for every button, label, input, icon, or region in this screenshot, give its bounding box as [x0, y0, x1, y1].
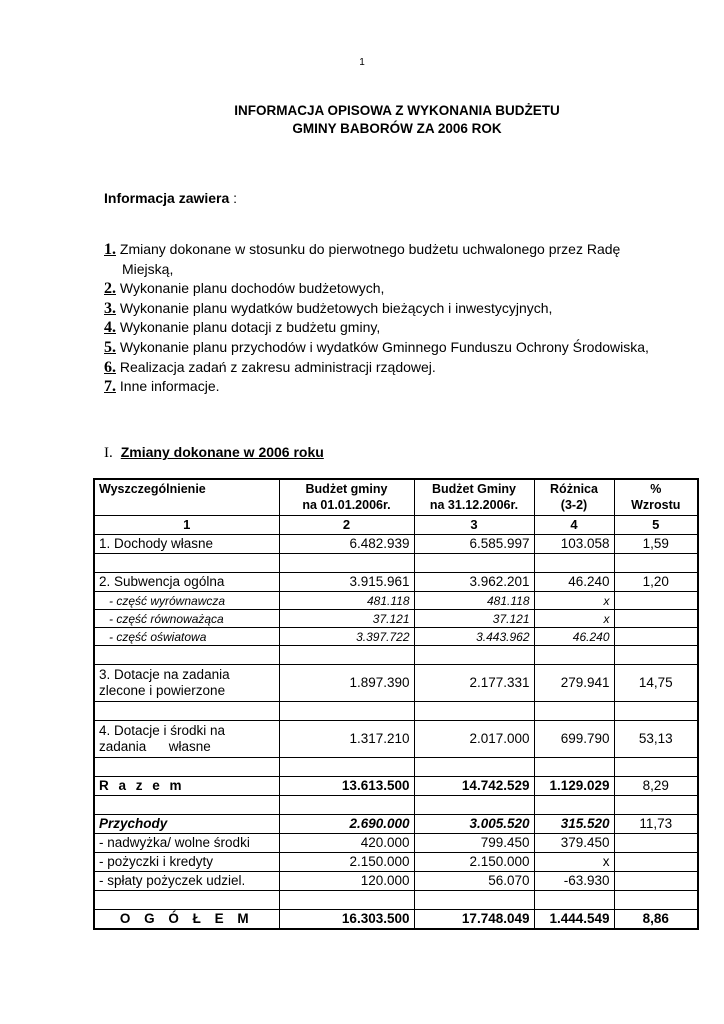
cell-value — [614, 853, 698, 872]
list-item-text: Inne informacje. — [116, 378, 220, 395]
list-item-number: 3. — [104, 299, 116, 317]
cell-value — [614, 592, 698, 610]
list-item — [104, 279, 704, 299]
column-number-row — [94, 516, 698, 535]
list-item — [104, 338, 704, 358]
table-row-dotacje-wlasne — [94, 721, 698, 758]
cell-value: 56.070 — [414, 872, 534, 891]
cell-value: x — [534, 853, 614, 872]
cell-value — [614, 834, 698, 853]
header-budget-final — [414, 479, 534, 516]
column-number: 3 — [414, 516, 534, 535]
cell-label: 2. Subwencja ogólna — [94, 573, 279, 592]
cell-label — [94, 665, 279, 702]
header-growth-l1: % — [650, 482, 662, 496]
cell-value: 46.240 — [534, 628, 614, 646]
list-item — [104, 299, 704, 319]
intro-heading — [104, 190, 237, 206]
section-number: I. — [104, 445, 113, 461]
header-growth-l2: Wzrostu — [631, 498, 681, 512]
cell-value: 17.748.049 — [414, 910, 534, 930]
cell-value: 53,13 — [614, 721, 698, 758]
cell-value: 2.150.000 — [279, 853, 414, 872]
cell-label: - nadwyżka/ wolne środki — [94, 834, 279, 853]
cell-value: 1.317.210 — [279, 721, 414, 758]
list-item-number: 6. — [104, 358, 116, 376]
list-item-number: 5. — [104, 338, 116, 356]
table-row-dotacje-zlecone — [94, 665, 698, 702]
table-row-blank — [94, 554, 698, 573]
list-item-text: Wykonanie planu przychodów i wydatków Gminnego Funduszu Ochrony Środowiska, — [116, 338, 649, 355]
list-item — [104, 358, 704, 378]
list-item-continuation: Miejską, — [122, 260, 174, 277]
contents-list — [104, 240, 704, 397]
column-number: 5 — [614, 516, 698, 535]
list-item — [104, 240, 704, 260]
intro-suffix: : — [229, 190, 238, 206]
table-row-ogolem — [94, 910, 698, 930]
cell-value: 6.482.939 — [279, 535, 414, 554]
cell-value: 699.790 — [534, 721, 614, 758]
budget-changes-table — [93, 478, 699, 930]
table-row-razem — [94, 777, 698, 796]
list-item — [104, 377, 704, 397]
table-row-blank — [94, 702, 698, 721]
cell-value: 1.129.029 — [534, 777, 614, 796]
cell-value: 279.941 — [534, 665, 614, 702]
cell-label: - część równoważąca — [94, 610, 279, 628]
table-row-subwencja — [94, 573, 698, 592]
table-row-przychody — [94, 815, 698, 834]
cell-value: 3.397.722 — [279, 628, 414, 646]
list-item — [104, 318, 704, 338]
header-difference-l1: Różnica — [550, 482, 598, 496]
header-growth — [614, 479, 698, 516]
cell-value: 2.690.000 — [279, 815, 414, 834]
cell-label: - spłaty pożyczek udziel. — [94, 872, 279, 891]
cell-value: 2.177.331 — [414, 665, 534, 702]
intro-label: Informacja zawiera — [104, 190, 230, 206]
cell-label-l2: zlecone i powierzone — [99, 683, 226, 698]
cell-label: - część oświatowa — [94, 628, 279, 646]
section-heading — [104, 444, 324, 462]
list-item-number: 2. — [104, 280, 116, 298]
table-row-pozyczki — [94, 853, 698, 872]
table-row-oswiatowa — [94, 628, 698, 646]
cell-value: 481.118 — [414, 592, 534, 610]
cell-value: 8,86 — [614, 910, 698, 930]
column-number: 4 — [534, 516, 614, 535]
table-row-blank — [94, 891, 698, 910]
header-description: Wyszczególnienie — [94, 479, 279, 516]
cell-label — [94, 721, 279, 758]
cell-value: 3.005.520 — [414, 815, 534, 834]
cell-value: 379.450 — [534, 834, 614, 853]
cell-value: 420.000 — [279, 834, 414, 853]
column-number: 1 — [94, 516, 279, 535]
table-row-splaty — [94, 872, 698, 891]
header-budget-final-l2: na 31.12.2006r. — [429, 498, 519, 512]
header-difference-l2: (3-2) — [560, 498, 588, 512]
table-header-row — [94, 479, 698, 516]
list-item-number: 1. — [104, 241, 116, 258]
cell-value: 3.962.201 — [414, 573, 534, 592]
list-item-text: Zmiany dokonane w stosunku do pierwotnego budżetu uchwalonego przez Radę — [116, 241, 621, 257]
cell-value: 3.443.962 — [414, 628, 534, 646]
cell-value: 1,59 — [614, 535, 698, 554]
cell-label: - część wyrównawcza — [94, 592, 279, 610]
cell-value: 2.017.000 — [414, 721, 534, 758]
cell-value: 1,20 — [614, 573, 698, 592]
cell-value: 2.150.000 — [414, 853, 534, 872]
cell-label-l2: zadania własne — [99, 739, 211, 754]
cell-value: 103.058 — [534, 535, 614, 554]
table-row-blank — [94, 646, 698, 665]
list-item-text: Realizacja zadań z zakresu administracji rządowej. — [116, 358, 436, 375]
page-number: 1 — [359, 57, 365, 68]
list-item-text: Wykonanie planu dochodów budżetowych, — [116, 280, 385, 297]
cell-value: 315.520 — [534, 815, 614, 834]
header-difference — [534, 479, 614, 516]
table-row-rownowazaca — [94, 610, 698, 628]
section-title: Zmiany dokonane w 2006 roku — [120, 444, 324, 460]
cell-value: 1.444.549 — [534, 910, 614, 930]
cell-value: 11,73 — [614, 815, 698, 834]
cell-label-l1: 3. Dotacje na zadania — [99, 667, 230, 682]
cell-value: 8,29 — [614, 777, 698, 796]
table-row-wyrownawcza — [94, 592, 698, 610]
list-item-number: 7. — [104, 378, 116, 396]
header-budget-initial-l2: na 01.01.2006r. — [302, 498, 391, 512]
header-budget-initial-l1: Budżet gminy — [305, 482, 388, 496]
cell-label: Przychody — [94, 815, 279, 834]
list-item-number: 4. — [104, 319, 116, 337]
cell-value: 16.303.500 — [279, 910, 414, 930]
list-item-text: Wykonanie planu wydatków budżetowych bieżących i inwestycyjnych, — [116, 299, 553, 316]
cell-label: - pożyczki i kredyty — [94, 853, 279, 872]
document-title-line2: GMINY BABORÓW ZA 2006 ROK — [292, 121, 502, 136]
cell-value: 1.897.390 — [279, 665, 414, 702]
column-number: 2 — [279, 516, 414, 535]
header-budget-initial — [279, 479, 414, 516]
cell-value — [614, 872, 698, 891]
cell-label: 1. Dochody własne — [94, 535, 279, 554]
cell-label: O G Ó Ł E M — [94, 910, 279, 930]
cell-value — [614, 610, 698, 628]
cell-value — [614, 628, 698, 646]
cell-value: 14.742.529 — [414, 777, 534, 796]
table-row-blank — [94, 796, 698, 815]
cell-value: 37.121 — [414, 610, 534, 628]
table-row-blank — [94, 758, 698, 777]
cell-value: 14,75 — [614, 665, 698, 702]
table-row-dochody — [94, 535, 698, 554]
cell-value: 37.121 — [279, 610, 414, 628]
cell-value: x — [534, 592, 614, 610]
cell-value: 46.240 — [534, 573, 614, 592]
cell-value: 6.585.997 — [414, 535, 534, 554]
cell-value: 799.450 — [414, 834, 534, 853]
cell-value: 13.613.500 — [279, 777, 414, 796]
cell-label: R a z e m — [94, 777, 279, 796]
header-budget-final-l1: Budżet Gminy — [431, 482, 517, 496]
cell-value: 481.118 — [279, 592, 414, 610]
cell-value: -63.930 — [534, 872, 614, 891]
cell-value: x — [534, 610, 614, 628]
cell-value: 120.000 — [279, 872, 414, 891]
list-item-text: Wykonanie planu dotacji z budżetu gminy, — [116, 319, 381, 336]
table-row-nadwyzka — [94, 834, 698, 853]
cell-label-l1: 4. Dotacje i środki na — [99, 723, 226, 738]
cell-value: 3.915.961 — [279, 573, 414, 592]
document-title-line1: INFORMACJA OPISOWA Z WYKONANIA BUDŻETU — [234, 103, 560, 118]
